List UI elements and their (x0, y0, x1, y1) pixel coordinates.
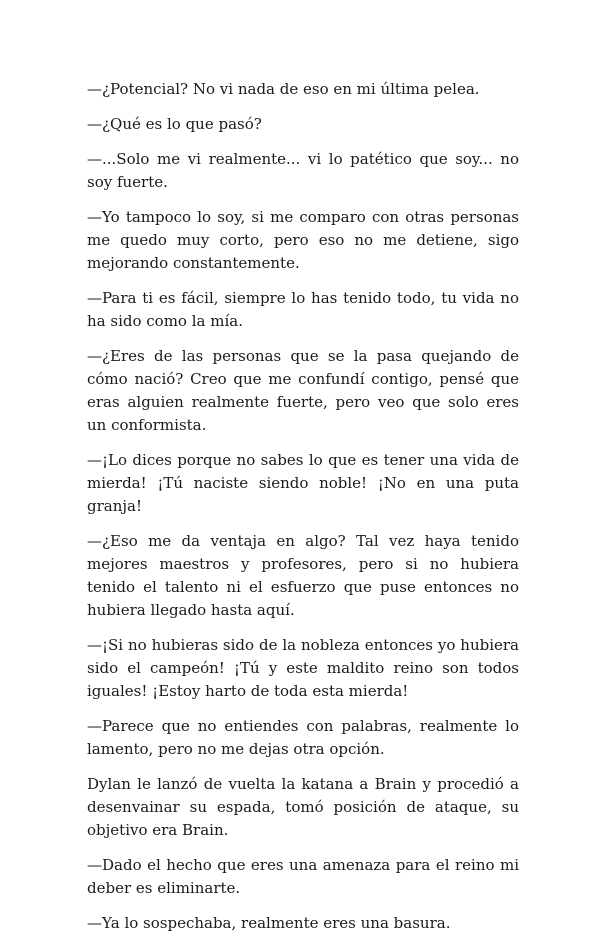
paragraph: —¿Eres de las personas que se la pasa quejando de cómo nació? Creo que me confundí contigo, pensé que eras alguien realmente fuerte, pero veo que solo eres un conformista. (87, 347, 519, 434)
paragraph: —¿Potencial? No vi nada de eso en mi última pelea. (87, 80, 480, 98)
paragraph: —¡Si no hubieras sido de la nobleza entonces yo hubiera sido el campeón! ¡Tú y este maldito reino son todos iguales! ¡Estoy harto de toda esta mierda! (87, 636, 519, 700)
paragraph: —Para ti es fácil, siempre lo has tenido todo, tu vida no ha sido como la mía. (87, 289, 519, 330)
paragraph: —Parece que no entiendes con palabras, realmente lo lamento, pero no me dejas otra opción. (87, 717, 519, 758)
paragraph: —¡Lo dices porque no sabes lo que es tener una vida de mierda! ¡Tú naciste siendo noble! ¡No en una puta granja! (87, 451, 519, 515)
paragraph: —¿Eso me da ventaja en algo? Tal vez haya tenido mejores maestros y profesores, pero si no hubiera tenido el talento ni el esfuerzo que puse entonces no hubiera llegado hasta aquí. (87, 532, 519, 619)
paragraph: —Yo tampoco lo soy, si me comparo con otras personas me quedo muy corto, pero eso no me detiene, sigo mejorando constantemente. (87, 208, 519, 272)
page-body (87, 78, 519, 947)
paragraph: —Ya lo sospechaba, realmente eres una basura. (87, 914, 451, 932)
paragraph: —Dado el hecho que eres una amenaza para el reino mi deber es eliminarte. (87, 856, 519, 897)
paragraph: Dylan le lanzó de vuelta la katana a Brain y procedió a desenvainar su espada, tomó posición de ataque, su objetivo era Brain. (87, 775, 519, 839)
paragraph: —...Solo me vi realmente... vi lo patético que soy... no soy fuerte. (87, 150, 519, 191)
paragraph: —¿Qué es lo que pasó? (87, 115, 262, 133)
